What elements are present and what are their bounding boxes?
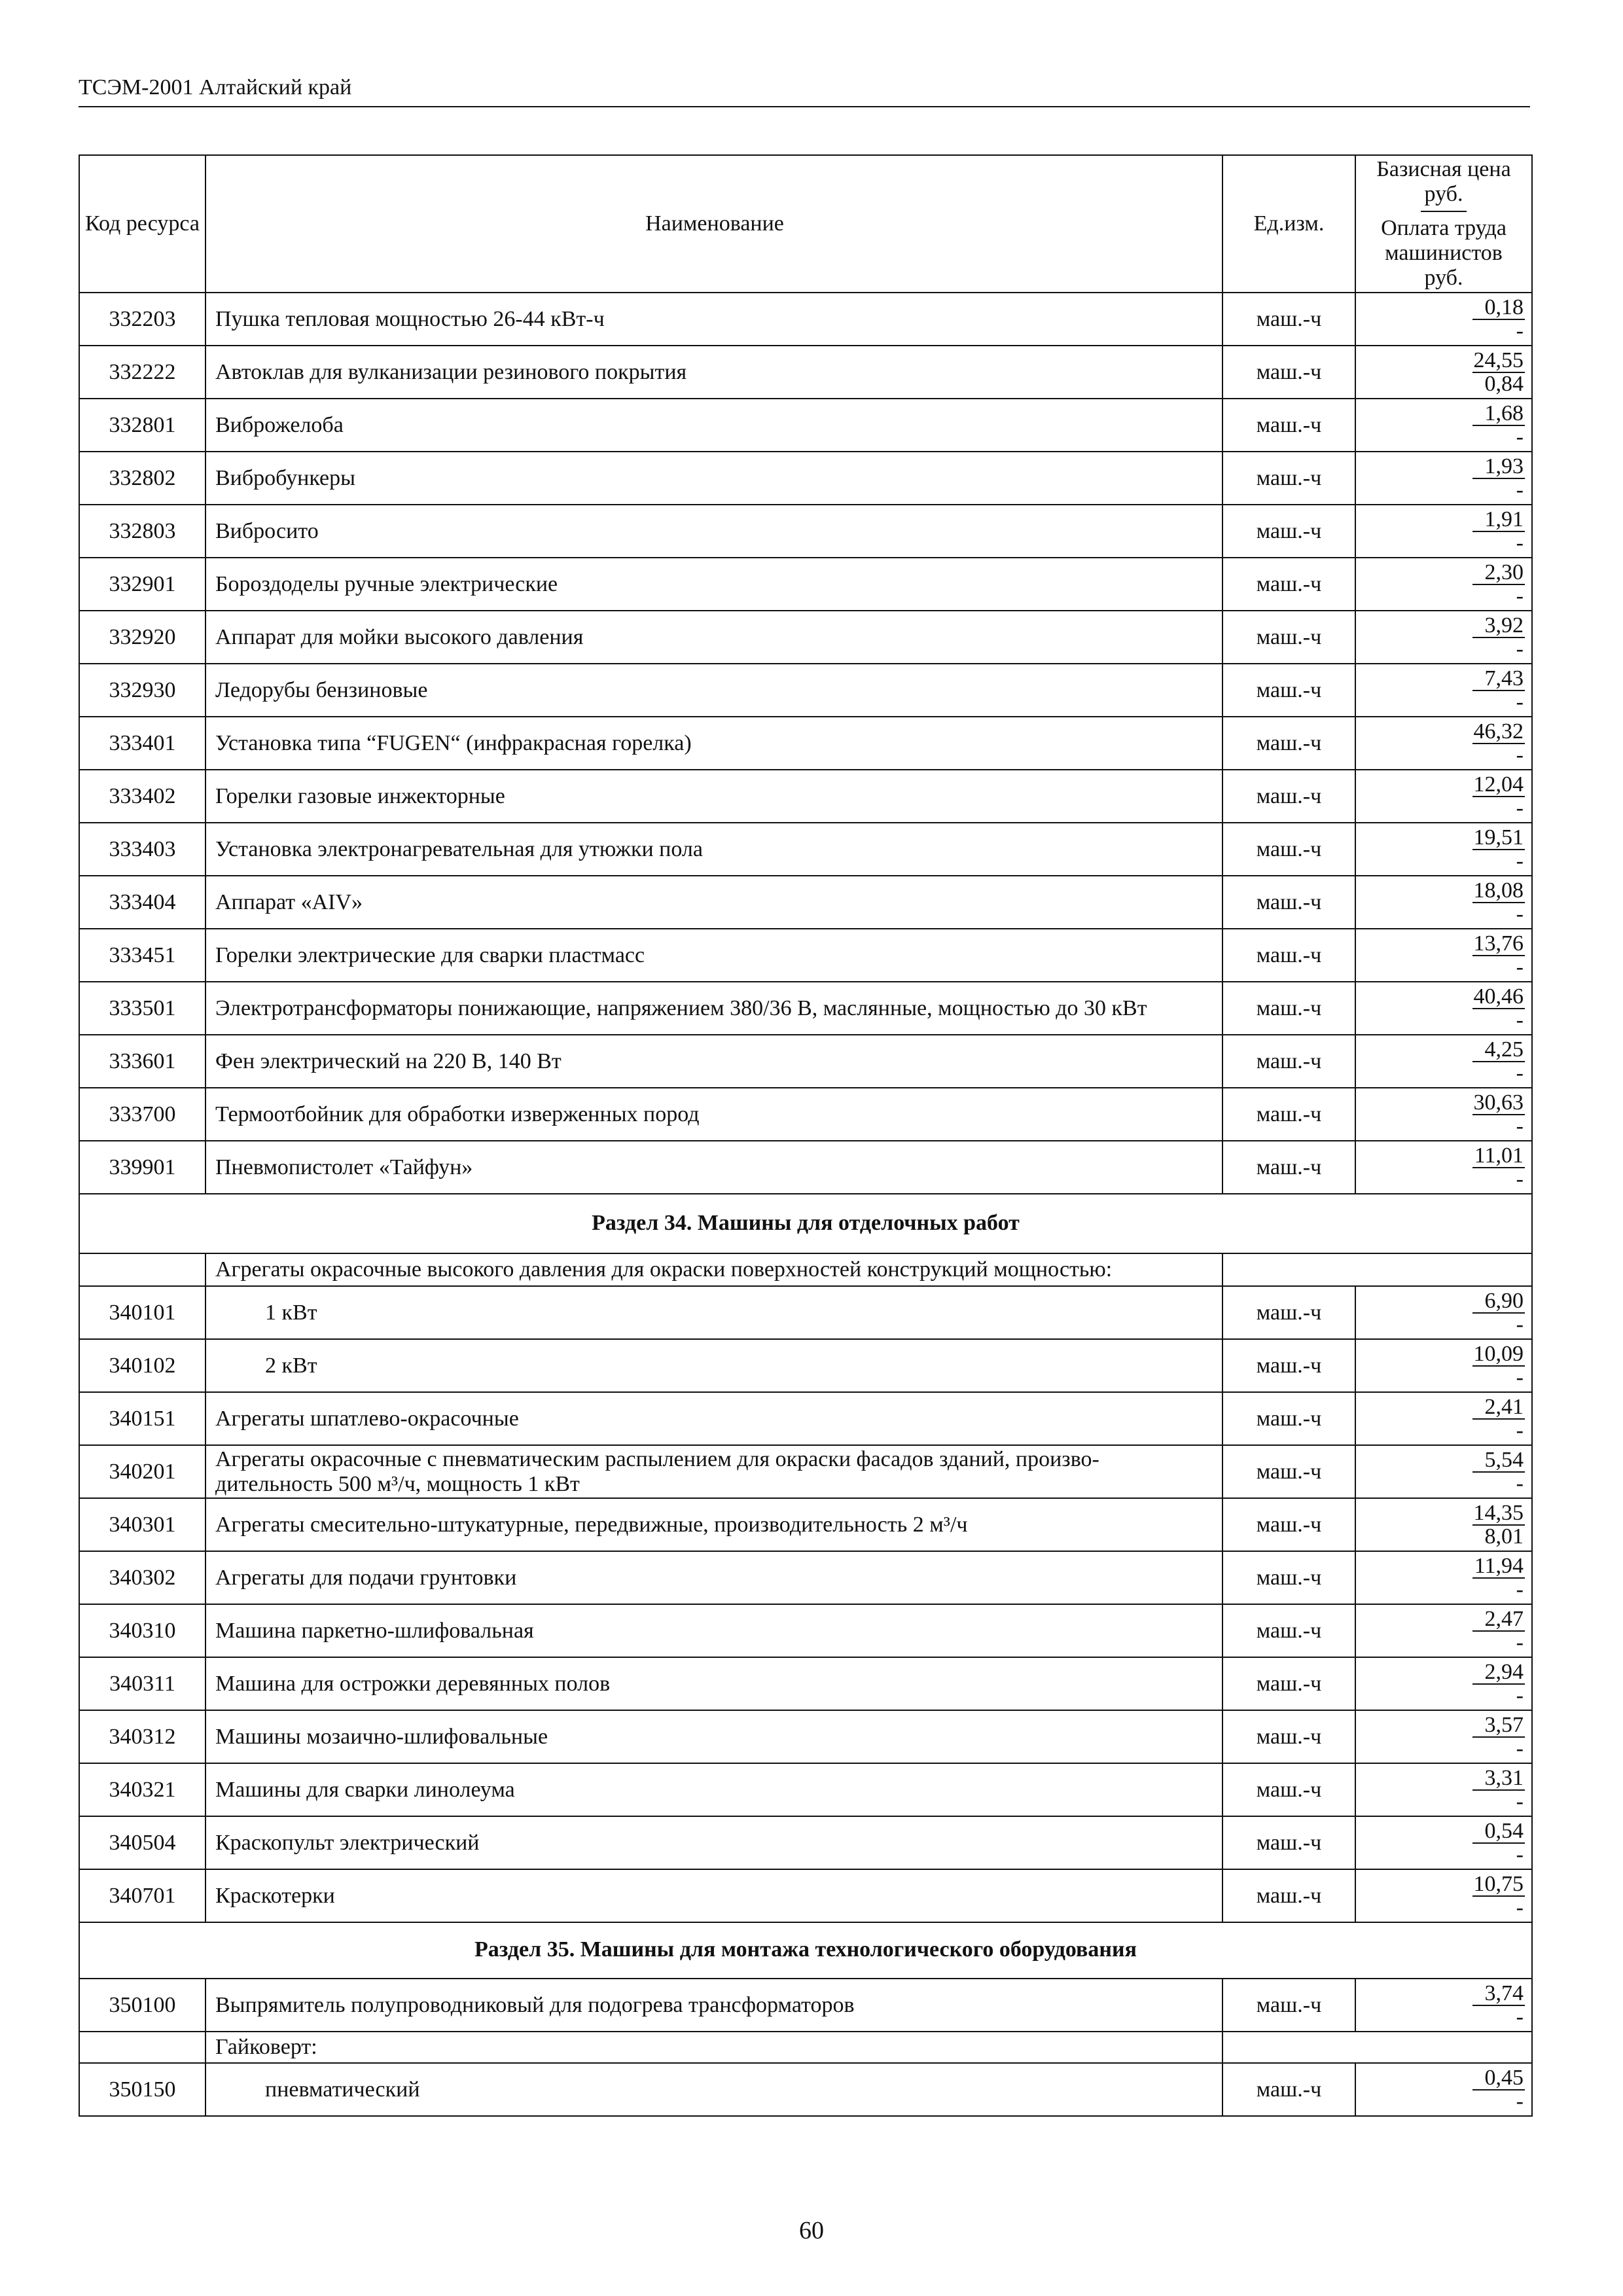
resource-unit: маш.-ч	[1222, 346, 1355, 399]
header-price-line2: руб.	[1424, 182, 1463, 206]
table-row	[79, 1035, 1532, 1088]
operator-labor-price: -	[1516, 689, 1524, 714]
table-row	[79, 1498, 1532, 1551]
resource-code: 332930	[79, 664, 205, 717]
operator-labor-price: -	[1516, 1007, 1524, 1032]
price-fraction	[1363, 1714, 1525, 1760]
resource-unit: маш.-ч	[1222, 1763, 1355, 1816]
price-fraction	[1363, 721, 1525, 766]
price-cell	[1355, 1657, 1532, 1710]
price-cell	[1355, 982, 1532, 1035]
resource-unit: маш.-ч	[1222, 664, 1355, 717]
resource-code: 332203	[79, 293, 205, 346]
table-row	[79, 611, 1532, 664]
resource-name: Фен электрический на 220 В, 140 Вт	[205, 1035, 1222, 1088]
header-title: ТСЭМ-2001 Алтайский край	[79, 75, 352, 99]
price-cell	[1355, 1551, 1532, 1604]
header-labor-line2: руб.	[1424, 266, 1463, 290]
resource-code: 340151	[79, 1392, 205, 1445]
price-fraction	[1363, 1145, 1525, 1191]
resource-unit: маш.-ч	[1222, 1979, 1355, 2032]
resource-code: 332803	[79, 505, 205, 558]
table-row	[79, 664, 1532, 717]
base-price: 2,47	[1472, 1608, 1525, 1632]
price-cell	[1355, 452, 1532, 505]
price-fraction	[1363, 403, 1525, 448]
table-row	[79, 1657, 1532, 1710]
price-fraction	[1363, 1767, 1525, 1813]
price-cell	[1355, 399, 1532, 452]
header-price-line1: Базисная цена	[1376, 157, 1511, 181]
resource-name: Агрегаты окрасочные с пневматическим распылением для окраски фасадов зданий, произво-дительность 500 м³/ч, мощность 1 кВт	[205, 1445, 1222, 1498]
price-cell	[1355, 876, 1532, 929]
resource-name: Установка электронагревательная для утюжки пола	[205, 823, 1222, 876]
resource-unit: маш.-ч	[1222, 1498, 1355, 1551]
resource-unit: маш.-ч	[1222, 1286, 1355, 1339]
price-fraction	[1363, 1502, 1525, 1548]
base-price: 3,92	[1472, 615, 1525, 638]
price-cell	[1355, 1763, 1532, 1816]
header-name: Наименование	[205, 155, 1222, 293]
resource-name: Агрегаты для подачи грунтовки	[205, 1551, 1222, 1604]
table-row	[79, 1551, 1532, 1604]
table-row	[79, 558, 1532, 611]
resource-unit: маш.-ч	[1222, 1339, 1355, 1392]
resource-unit: маш.-ч	[1222, 1604, 1355, 1657]
resource-code: 340301	[79, 1498, 205, 1551]
table-row	[79, 1286, 1532, 1339]
operator-labor-price: -	[1516, 424, 1524, 449]
base-price: 11,01	[1472, 1145, 1525, 1168]
price-cell	[1355, 346, 1532, 399]
price-cell	[1355, 1392, 1532, 1445]
base-price: 11,94	[1472, 1555, 1525, 1579]
price-fraction	[1363, 1982, 1525, 2028]
resource-name: Вибросито	[205, 505, 1222, 558]
price-fraction	[1363, 615, 1525, 660]
operator-labor-price: -	[1516, 742, 1524, 767]
header-unit: Ед.изм.	[1222, 155, 1355, 293]
resource-code: 333402	[79, 770, 205, 823]
operator-labor-price: -	[1516, 954, 1524, 979]
table-row	[79, 1141, 1532, 1194]
base-price: 10,75	[1473, 1871, 1524, 1896]
resource-name: Агрегаты шпатлево-окрасочные	[205, 1392, 1222, 1445]
base-price: 18,08	[1473, 878, 1524, 903]
resource-unit: маш.-ч	[1222, 452, 1355, 505]
table-row	[79, 452, 1532, 505]
base-price: 3,57	[1472, 1714, 1525, 1738]
price-cell	[1355, 1035, 1532, 1088]
resource-unit: маш.-ч	[1222, 558, 1355, 611]
table-row	[79, 982, 1532, 1035]
base-price: 3,74	[1472, 1982, 1525, 2006]
base-price: 7,43	[1472, 668, 1525, 691]
resource-code: 340312	[79, 1710, 205, 1763]
base-price: 2,41	[1472, 1396, 1525, 1420]
price-fraction	[1363, 2067, 1525, 2113]
table-row	[79, 1088, 1532, 1141]
price-fraction	[1363, 1608, 1525, 1654]
group-empty	[1222, 2032, 1532, 2063]
price-cell	[1355, 611, 1532, 664]
operator-labor-price: -	[1516, 1166, 1524, 1191]
section-title: Раздел 34. Машины для отделочных работ	[79, 1194, 1532, 1253]
resource-code: 332802	[79, 452, 205, 505]
resource-code: 333601	[79, 1035, 205, 1088]
resource-name: Краскопульт электрический	[205, 1816, 1222, 1869]
price-fraction	[1363, 509, 1525, 554]
operator-labor-price: -	[1516, 1842, 1524, 1867]
base-price: 30,63	[1473, 1090, 1524, 1115]
resource-unit: маш.-ч	[1222, 399, 1355, 452]
base-price: 1,93	[1472, 456, 1525, 479]
section-35-heading	[79, 1922, 1532, 1979]
resource-code: 340310	[79, 1604, 205, 1657]
price-cell	[1355, 1088, 1532, 1141]
price-fraction	[1363, 1290, 1525, 1336]
resource-unit: маш.-ч	[1222, 1710, 1355, 1763]
group-code-empty	[79, 1253, 205, 1286]
resource-unit: маш.-ч	[1222, 929, 1355, 982]
header-divider	[1421, 211, 1467, 212]
operator-labor-price: -	[1516, 1630, 1524, 1655]
table-row	[79, 1869, 1532, 1922]
base-price: 1,91	[1472, 509, 1525, 532]
section-34-heading	[79, 1194, 1532, 1253]
operator-labor-price: -	[1516, 901, 1524, 926]
operator-labor-price: -	[1516, 1895, 1524, 1920]
group-row	[79, 1253, 1532, 1286]
resource-code: 332920	[79, 611, 205, 664]
resource-code: 333401	[79, 717, 205, 770]
table-header-row	[79, 155, 1532, 293]
table-row	[79, 399, 1532, 452]
table-row	[79, 1339, 1532, 1392]
price-fraction	[1363, 1343, 1525, 1389]
operator-labor-price: -	[1516, 636, 1524, 661]
base-price: 0,18	[1472, 296, 1525, 320]
resource-code: 340311	[79, 1657, 205, 1710]
price-cell	[1355, 1286, 1532, 1339]
price-fraction	[1363, 1449, 1525, 1495]
base-price: 6,90	[1472, 1290, 1525, 1314]
price-cell	[1355, 1816, 1532, 1869]
base-price: 10,09	[1473, 1341, 1524, 1366]
resource-code: 350100	[79, 1979, 205, 2032]
price-fraction	[1363, 1092, 1525, 1138]
resource-name: Горелки газовые инжекторные	[205, 770, 1222, 823]
resource-name: Автоклав для вулканизации резинового покрытия	[205, 346, 1222, 399]
header-labor-line1: Оплата труда машинистов	[1381, 216, 1507, 265]
operator-labor-price: -	[1516, 848, 1524, 873]
resource-code: 333501	[79, 982, 205, 1035]
base-price: 13,76	[1473, 931, 1524, 956]
operator-labor-price: -	[1516, 1789, 1524, 1814]
group-row	[79, 2032, 1532, 2063]
page-number: 60	[799, 2217, 824, 2244]
price-fraction	[1363, 456, 1525, 501]
base-price: 14,35	[1473, 1500, 1524, 1525]
base-price: 2,94	[1472, 1661, 1525, 1685]
operator-labor-price: -	[1516, 1736, 1524, 1761]
resource-name: Машина для острожки деревянных полов	[205, 1657, 1222, 1710]
operator-labor-price: -	[1516, 1418, 1524, 1443]
resource-name: Бороздоделы ручные электрические	[205, 558, 1222, 611]
resource-unit: маш.-ч	[1222, 293, 1355, 346]
resource-code: 333404	[79, 876, 205, 929]
price-cell	[1355, 717, 1532, 770]
table-row	[79, 823, 1532, 876]
resource-name: Пушка тепловая мощностью 26-44 кВт-ч	[205, 293, 1222, 346]
resource-code: 332222	[79, 346, 205, 399]
resource-name: Машина паркетно-шлифовальная	[205, 1604, 1222, 1657]
resource-code: 332901	[79, 558, 205, 611]
resource-code: 340504	[79, 1816, 205, 1869]
resource-name: 2 кВт	[205, 1339, 1222, 1392]
price-fraction	[1363, 1873, 1525, 1919]
operator-labor-price: -	[1516, 1471, 1524, 1496]
price-fraction	[1363, 1555, 1525, 1601]
resource-code: 340701	[79, 1869, 205, 1922]
table-row	[79, 2063, 1532, 2116]
resource-name: Аппарат для мойки высокого давления	[205, 611, 1222, 664]
base-price: 46,32	[1473, 719, 1524, 744]
group-title: Агрегаты окрасочные высокого давления для окраски поверхностей конструкций мощностью:	[205, 1253, 1222, 1286]
resource-name: Установка типа “FUGEN“ (инфракрасная горелка)	[205, 717, 1222, 770]
table-row	[79, 929, 1532, 982]
resource-unit: маш.-ч	[1222, 1088, 1355, 1141]
resource-unit: маш.-ч	[1222, 505, 1355, 558]
resource-name: Краскотерки	[205, 1869, 1222, 1922]
resource-code: 333700	[79, 1088, 205, 1141]
resource-unit: маш.-ч	[1222, 1141, 1355, 1194]
operator-labor-price: -	[1516, 1060, 1524, 1085]
section-title: Раздел 35. Машины для монтажа технологического оборудования	[79, 1922, 1532, 1979]
header-price	[1355, 155, 1532, 293]
table-row	[79, 717, 1532, 770]
operator-labor-price: 8,01	[1484, 1524, 1524, 1549]
price-fraction	[1363, 933, 1525, 978]
resource-unit: маш.-ч	[1222, 1551, 1355, 1604]
price-cell	[1355, 1979, 1532, 2032]
resource-name: Вибробункеры	[205, 452, 1222, 505]
price-fraction	[1363, 827, 1525, 872]
table-row	[79, 770, 1532, 823]
resource-unit: маш.-ч	[1222, 823, 1355, 876]
operator-labor-price: -	[1516, 2089, 1524, 2113]
resource-name: Аппарат «AIV»	[205, 876, 1222, 929]
price-fraction	[1363, 562, 1525, 607]
operator-labor-price: -	[1516, 530, 1524, 555]
resource-unit: маш.-ч	[1222, 1445, 1355, 1498]
resource-name: Электротрансформаторы понижающие, напряжением 380/36 В, маслянные, мощностью до 30 кВт	[205, 982, 1222, 1035]
base-price: 3,31	[1472, 1767, 1525, 1791]
resource-unit: маш.-ч	[1222, 1657, 1355, 1710]
resource-code: 350150	[79, 2063, 205, 2116]
resource-unit: маш.-ч	[1222, 717, 1355, 770]
price-cell	[1355, 505, 1532, 558]
base-price: 12,04	[1473, 772, 1524, 797]
operator-labor-price: -	[1516, 2004, 1524, 2029]
price-fraction	[1363, 774, 1525, 819]
price-cell	[1355, 664, 1532, 717]
operator-labor-price: -	[1516, 1683, 1524, 1708]
header-code: Код ресурса	[79, 155, 205, 293]
resource-unit: маш.-ч	[1222, 611, 1355, 664]
resource-name: Термоотбойник для обработки изверженных пород	[205, 1088, 1222, 1141]
table-row	[79, 1763, 1532, 1816]
price-fraction	[1363, 350, 1525, 395]
table-row	[79, 1816, 1532, 1869]
resource-code: 333451	[79, 929, 205, 982]
resource-code: 333403	[79, 823, 205, 876]
resource-unit: маш.-ч	[1222, 1869, 1355, 1922]
resource-unit: маш.-ч	[1222, 876, 1355, 929]
table-row	[79, 1445, 1532, 1498]
resource-name: Выпрямитель полупроводниковый для подогрева трансформаторов	[205, 1979, 1222, 2032]
resource-code: 340321	[79, 1763, 205, 1816]
price-cell	[1355, 1869, 1532, 1922]
resource-name: Горелки электрические для сварки пластмасс	[205, 929, 1222, 982]
resource-code: 340102	[79, 1339, 205, 1392]
price-cell	[1355, 1498, 1532, 1551]
group-code-empty	[79, 2032, 205, 2063]
price-cell	[1355, 293, 1532, 346]
resource-code: 340101	[79, 1286, 205, 1339]
operator-labor-price: -	[1516, 1577, 1524, 1602]
table-row	[79, 876, 1532, 929]
resource-code: 340302	[79, 1551, 205, 1604]
table-row	[79, 1710, 1532, 1763]
table-row	[79, 1604, 1532, 1657]
resource-name: пневматический	[205, 2063, 1222, 2116]
resource-name: Машины мозаично-шлифовальные	[205, 1710, 1222, 1763]
resource-name: Ледорубы бензиновые	[205, 664, 1222, 717]
table-row	[79, 293, 1532, 346]
base-price: 1,68	[1472, 403, 1525, 426]
price-cell	[1355, 1141, 1532, 1194]
base-price: 0,45	[1472, 2067, 1525, 2090]
price-fraction	[1363, 1820, 1525, 1866]
resource-code: 339901	[79, 1141, 205, 1194]
price-cell	[1355, 770, 1532, 823]
price-cell	[1355, 2063, 1532, 2116]
resource-code: 340201	[79, 1445, 205, 1498]
operator-labor-price: -	[1516, 583, 1524, 608]
price-cell	[1355, 1710, 1532, 1763]
group-empty	[1222, 1253, 1532, 1286]
resource-name: Виброжелоба	[205, 399, 1222, 452]
base-price: 40,46	[1473, 984, 1524, 1009]
price-cell	[1355, 929, 1532, 982]
table-row	[79, 1979, 1532, 2032]
price-cell	[1355, 1445, 1532, 1498]
table-row	[79, 346, 1532, 399]
price-fraction	[1363, 668, 1525, 713]
price-fraction	[1363, 986, 1525, 1031]
resource-name: Пневмопистолет «Тайфун»	[205, 1141, 1222, 1194]
base-price: 5,54	[1472, 1449, 1525, 1473]
operator-labor-price: -	[1516, 1113, 1524, 1138]
resource-unit: маш.-ч	[1222, 1035, 1355, 1088]
table-row	[79, 1392, 1532, 1445]
page-header	[79, 73, 1530, 107]
base-price: 24,55	[1473, 348, 1524, 372]
price-cell	[1355, 1604, 1532, 1657]
group-title: Гайковерт:	[205, 2032, 1222, 2063]
price-cell	[1355, 823, 1532, 876]
base-price: 0,54	[1472, 1820, 1525, 1844]
resource-unit: маш.-ч	[1222, 1816, 1355, 1869]
resource-name: Машины для сварки линолеума	[205, 1763, 1222, 1816]
base-price: 19,51	[1473, 825, 1524, 850]
resource-unit: маш.-ч	[1222, 2063, 1355, 2116]
price-fraction	[1363, 1396, 1525, 1442]
price-cell	[1355, 558, 1532, 611]
operator-labor-price: -	[1516, 795, 1524, 820]
base-price: 4,25	[1472, 1039, 1525, 1062]
price-fraction	[1363, 1039, 1525, 1085]
resource-code: 332801	[79, 399, 205, 452]
operator-labor-price: -	[1516, 1312, 1524, 1336]
base-price: 2,30	[1472, 562, 1525, 585]
resource-name: Агрегаты смесительно-штукатурные, передвижные, производительность 2 м³/ч	[205, 1498, 1222, 1551]
price-fraction	[1363, 296, 1525, 342]
price-fraction	[1363, 880, 1525, 925]
resource-unit: маш.-ч	[1222, 1392, 1355, 1445]
operator-labor-price: -	[1516, 1365, 1524, 1390]
resource-unit: маш.-ч	[1222, 982, 1355, 1035]
resource-price-table	[79, 154, 1533, 2117]
resource-unit: маш.-ч	[1222, 770, 1355, 823]
price-cell	[1355, 1339, 1532, 1392]
operator-labor-price: -	[1516, 477, 1524, 502]
table-row	[79, 505, 1532, 558]
resource-name: 1 кВт	[205, 1286, 1222, 1339]
operator-labor-price: -	[1516, 318, 1524, 343]
operator-labor-price: 0,84	[1484, 371, 1524, 396]
price-fraction	[1363, 1661, 1525, 1707]
